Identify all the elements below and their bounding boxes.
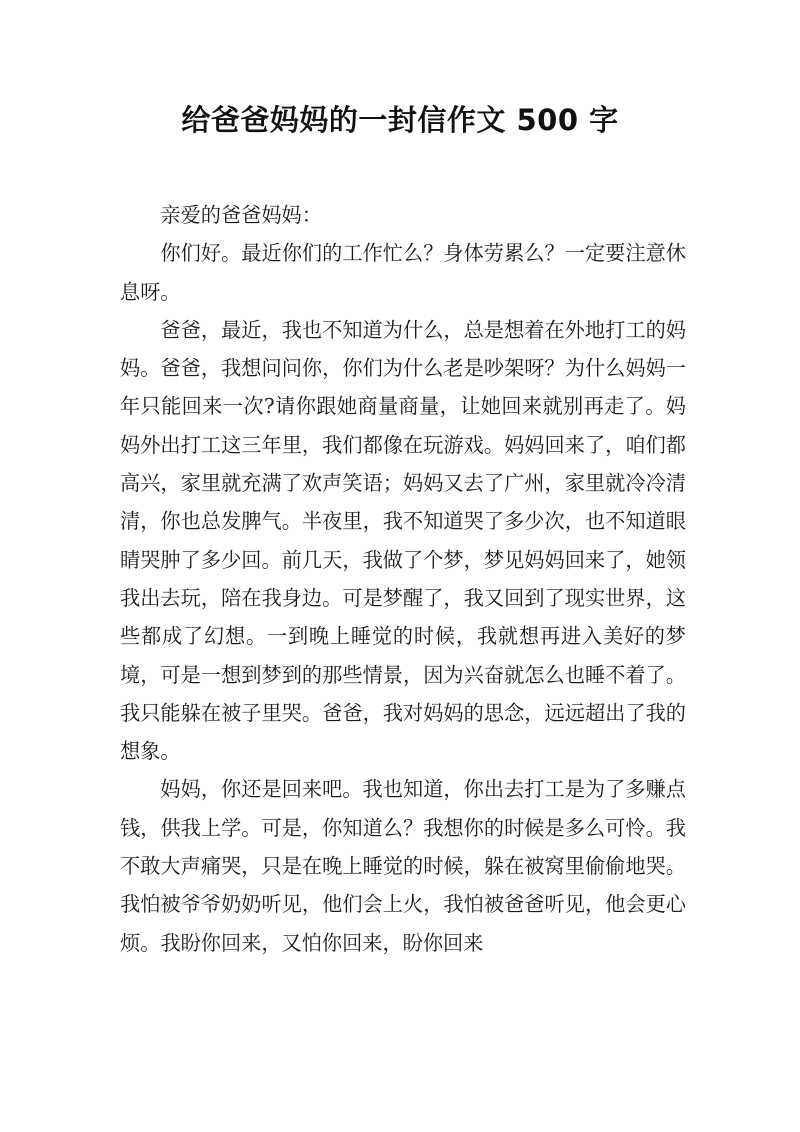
paragraph-to-mother: 妈妈，你还是回来吧。我也知道，你出去打工是为了多赚点钱，供我上学。可是，你知道么？我想你的时候是多么可怜。我不敢大声痛哭，只是在晚上睡觉的时候，躲在被窝里偷偷地哭。我怕被爷爷奶奶听见，他们会上火，我怕被爸爸听见，他会更心烦。我盼你回来，又怕你回来，盼你回来 <box>120 777 686 955</box>
document-body <box>120 196 686 962</box>
document-title: 给爸爸妈妈的一封信作文 500 字 <box>181 103 619 137</box>
salutation: 亲爱的爸爸妈妈： <box>160 203 322 227</box>
paragraph-greeting: 你们好。最近你们的工作忙么？身体劳累么？一定要注意休息呀。 <box>120 241 686 304</box>
paragraph-to-father: 爸爸，最近，我也不知道为什么，总是想着在外地打工的妈妈。爸爸，我想问问你，你们为什么老是吵架呀？为什么妈妈一年只能回来一次?请你跟她商量商量，让她回来就别再走了。妈妈外出打工这三年里，我们都像在玩游戏。妈妈回来了，咱们都高兴，家里就充满了欢声笑语；妈妈又去了广州，家里就冷冷清清，你也总发脾气。半夜里，我不知道哭了多少次，也不知道眼睛哭肿了多少回。前几天，我做了个梦，梦见妈妈回来了，她领我出去玩，陪在我身边。可是梦醒了，我又回到了现实世界，这些都成了幻想。一到晚上睡觉的时候，我就想再进入美好的梦境，可是一想到梦到的那些情景，因为兴奋就怎么也睡不着了。我只能躲在被子里哭。爸爸，我对妈妈的思念，远远超出了我的想象。 <box>120 317 686 764</box>
